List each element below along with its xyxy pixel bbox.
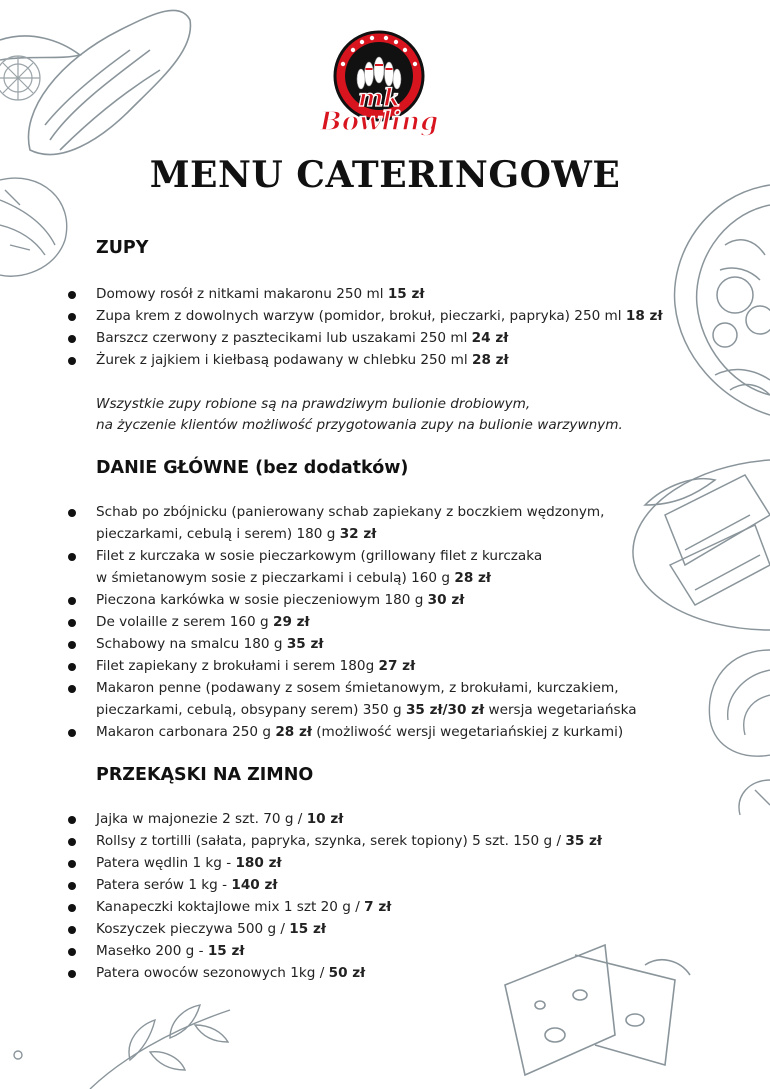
salad-bowl-sketch-illustration: [665, 175, 770, 425]
list-item: Makaron carbonara 250 g 28 zł (możliwość wersji wegetariańskiej z kurkami): [0, 721, 637, 743]
list-item: Barszcz czerwony z pasztecikami lub uszakami 250 ml 24 zł: [0, 327, 663, 349]
soup-note: [96, 394, 623, 436]
page-title: MENU CATERINGOWE: [149, 154, 621, 196]
section-heading-dania: DANIE GŁÓWNE (bez dodatków): [96, 458, 409, 478]
list-item: Pieczona karkówka w sosie pieczeniowym 180 g 30 zł: [0, 589, 637, 611]
soup-note-line-1: Wszystkie zupy robione są na prawdziwym bulionie drobiowym,: [96, 396, 531, 412]
list-item: Makaron penne (podawany z sosem śmietanowym, z brokułami, kurczakiem, pieczarkami, cebulą, obsypany serem) 350 g 35 zł/30 zł wersja wegetariańska: [0, 677, 637, 721]
list-item: Patera owoców sezonowych 1kg / 50 zł: [0, 962, 602, 984]
list-item: Kanapeczki koktajlowe mix 1 szt 20 g / 7 zł: [0, 896, 602, 918]
list-item: Patera serów 1 kg - 140 zł: [0, 874, 602, 896]
list-item: Filet zapiekany z brokułami i serem 180g 27 zł: [0, 655, 637, 677]
list-item: Schab po zbójnicku (panierowany schab zapiekany z boczkiem wędzonym, pieczarkami, cebulą i serem) 180 g 32 zł: [0, 501, 637, 545]
list-item: Koszyczek pieczywa 500 g / 15 zł: [0, 918, 602, 940]
soup-note-line-2: na życzenie klientów możliwość przygotowania zupy na bulionie warzywnym.: [96, 417, 623, 433]
list-zupy: [0, 283, 663, 371]
list-item: Masełko 200 g - 15 zł: [0, 940, 602, 962]
logo-text-bowling: Bowling: [319, 107, 439, 137]
section-heading-przekaski: PRZEKĄSKI NA ZIMNO: [96, 765, 314, 785]
wrap-plate-sketch-illustration: [625, 455, 770, 635]
list-item: Filet z kurczaka w sosie pieczarkowym (grillowany filet z kurczaka w śmietanowym sosie z pieczarkami i cebulą) 160 g 28 zł: [0, 545, 637, 589]
salmon-sketch-illustration: [0, 0, 200, 175]
lettuce-sketch-illustration: [700, 640, 770, 820]
list-item: Patera wędlin 1 kg - 180 zł: [0, 852, 602, 874]
list-item: Jajka w majonezie 2 szt. 70 g / 10 zł: [0, 808, 602, 830]
section-heading-zupy: ZUPY: [96, 238, 149, 258]
list-dania: [0, 501, 637, 743]
list-item: De volaille z serem 160 g 29 zł: [0, 611, 637, 633]
list-item: Schabowy na smalcu 180 g 35 zł: [0, 633, 637, 655]
herb-sprig-sketch-illustration: [0, 980, 250, 1089]
logo-text-mk: mk: [357, 83, 401, 112]
list-przekaski: [0, 808, 602, 984]
list-item: Zupa krem z dowolnych warzyw (pomidor, brokuł, pieczarki, papryka) 250 ml 18 zł: [0, 305, 663, 327]
list-item: Domowy rosół z nitkami makaronu 250 ml 15 zł: [0, 283, 663, 305]
list-item: Żurek z jajkiem i kiełbasą podawany w chlebku 250 ml 28 zł: [0, 349, 663, 371]
mk-bowling-logo: [316, 26, 442, 138]
list-item: Rollsy z tortilli (sałata, papryka, szynka, serek topiony) 5 szt. 150 g / 35 zł: [0, 830, 602, 852]
